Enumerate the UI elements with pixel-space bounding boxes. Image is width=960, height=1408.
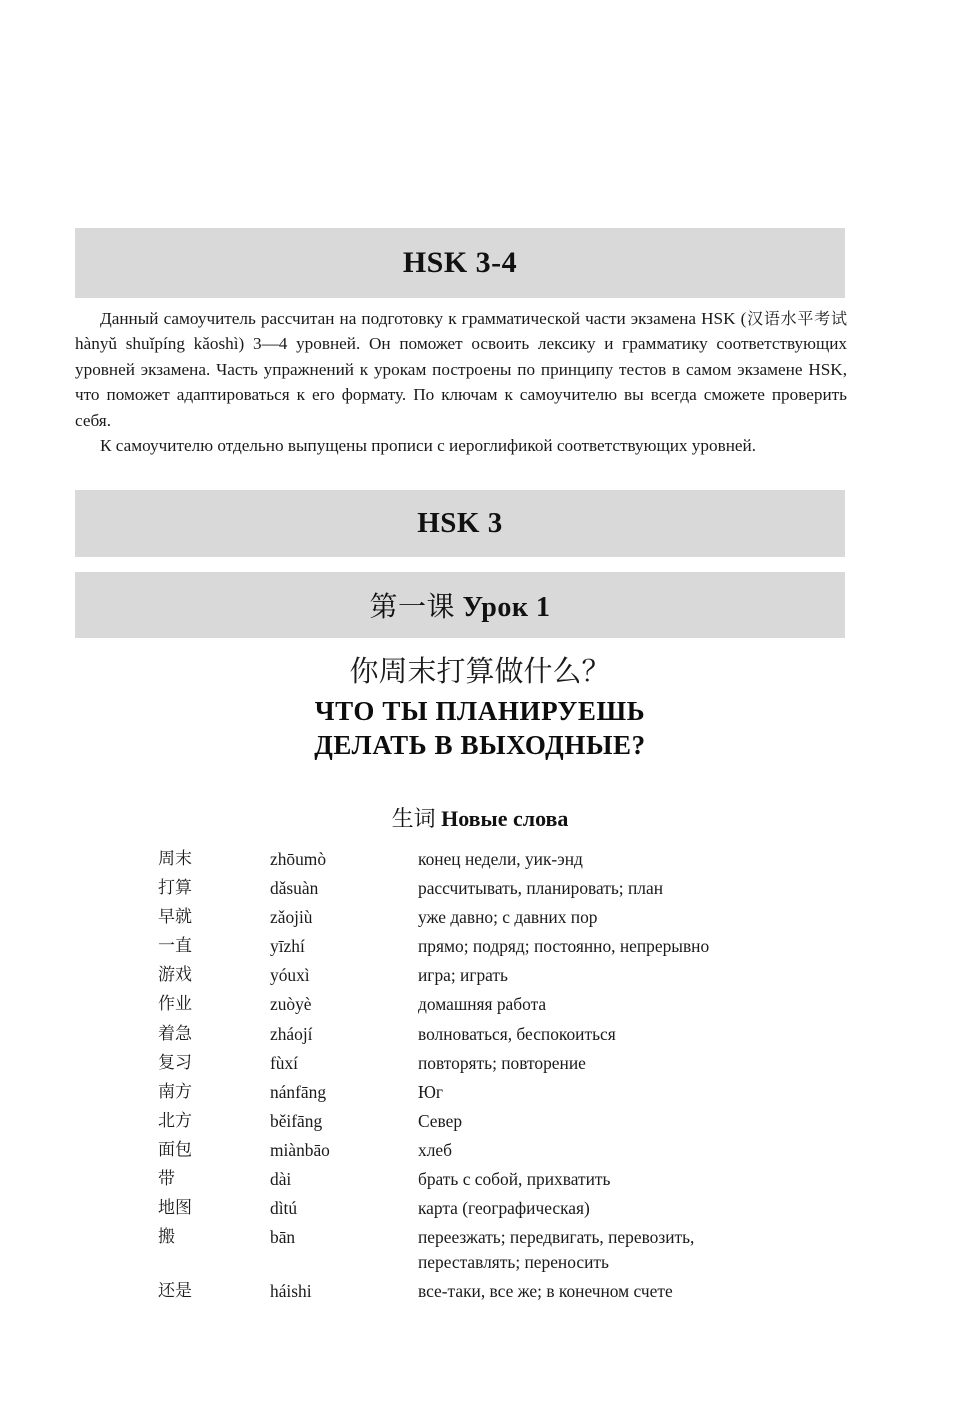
vocabulary-row (158, 1279, 878, 1304)
new-words-heading-russian: Новые слова (441, 806, 569, 831)
vocabulary-translation (418, 1279, 878, 1304)
vocabulary-translation (418, 876, 878, 901)
vocabulary-translation (418, 1080, 878, 1105)
vocabulary-translation-line: повторять; повторение (418, 1052, 586, 1073)
lesson-title-russian-line-1: ЧТО ТЫ ПЛАНИРУЕШЬ (314, 696, 646, 726)
vocabulary-translation-line: карта (географическая) (418, 1198, 590, 1219)
lesson-title-russian-line-2: ДЕЛАТЬ В ВЫХОДНЫЕ? (314, 730, 646, 760)
vocabulary-hanzi: 北方 (158, 1110, 192, 1131)
vocabulary-hanzi: 复习 (158, 1052, 192, 1073)
vocabulary-pinyin: zhōumò (270, 849, 327, 869)
vocabulary-translation-line: брать с собой, прихватить (418, 1169, 611, 1190)
vocabulary-translation (418, 1196, 878, 1221)
vocabulary-translation-line: прямо; подряд; постоянно, непрерывно (418, 936, 710, 957)
vocabulary-translation-line: все-таки, все же; в конечном счете (418, 1280, 673, 1301)
banner-hsk-3 (75, 490, 845, 557)
vocabulary-row (158, 1080, 878, 1105)
vocabulary-translation-line: Юг (418, 1081, 444, 1102)
intro-text-block (75, 306, 847, 458)
banner-hsk-3-4-label: HSK 3-4 (402, 246, 518, 279)
vocabulary-translation-line: волноваться, беспокоиться (418, 1023, 616, 1044)
vocabulary-row (158, 1022, 878, 1047)
vocabulary-hanzi: 搬 (158, 1227, 175, 1248)
vocabulary-pinyin: dìtú (270, 1198, 298, 1219)
vocabulary-hanzi: 南方 (158, 1081, 192, 1102)
vocabulary-pinyin: dǎsuàn (270, 878, 319, 899)
vocabulary-row (158, 876, 878, 901)
vocabulary-hanzi: 一直 (158, 936, 192, 957)
vocabulary-translation (418, 1051, 878, 1076)
lesson-title-russian (0, 694, 960, 762)
vocabulary-pinyin: fùxí (270, 1052, 299, 1073)
vocabulary-pinyin: zuòyè (270, 994, 312, 1015)
vocabulary-pinyin: háishi (270, 1280, 312, 1301)
banner-lesson-1-hanzi: 第一课 (369, 590, 456, 623)
vocabulary-pinyin: nánfāng (270, 1081, 327, 1102)
vocabulary-translation-line: рассчитывать, планировать; план (418, 878, 663, 899)
vocabulary-hanzi: 作业 (158, 994, 192, 1015)
vocabulary-translation-line: переезжать; передвигать, перевозить, (418, 1227, 695, 1248)
vocabulary-pinyin: bān (270, 1227, 296, 1248)
intro-paragraph-2: К самоучителю отдельно выпущены прописи с иероглификой соответствующих уровней. (100, 436, 757, 456)
vocabulary-row (158, 1167, 878, 1192)
vocabulary-row (158, 905, 878, 930)
vocabulary-hanzi: 早就 (158, 907, 192, 928)
intro-paragraph-1-part-2: hànyǔ shuǐpíng kǎoshì) 3—4 уровней. Он поможет освоить лексику и грамматику соответствующих уровней экзамена. Часть упражнений к урокам построены по принципу тестов в самом экзамене HSK, что поможет адаптироваться к его формату. По ключам к самоучителю вы всегда сможете проверить себя. (75, 334, 847, 430)
vocabulary-row (158, 1196, 878, 1221)
vocabulary-pinyin: miànbāo (270, 1139, 330, 1160)
vocabulary-pinyin: zháojí (270, 1023, 313, 1044)
vocabulary-translation-line: Север (418, 1110, 463, 1131)
vocabulary-list (158, 847, 878, 1308)
vocabulary-hanzi: 地图 (158, 1198, 192, 1219)
vocabulary-translation-line: уже давно; с давних пор (418, 907, 598, 928)
banner-lesson-1-russian: Урок 1 (462, 592, 551, 623)
vocabulary-translation (418, 992, 878, 1017)
vocabulary-row (158, 1051, 878, 1076)
banner-hsk-3-label: HSK 3 (417, 507, 503, 539)
vocabulary-translation (418, 905, 878, 930)
lesson-title-block (0, 652, 960, 762)
banner-hsk-3-4 (75, 228, 845, 298)
vocabulary-translation-line: хлеб (418, 1139, 452, 1160)
vocabulary-hanzi: 还是 (158, 1280, 192, 1301)
intro-paragraph-1-part-1: Данный самоучитель рассчитан на подготовку к грамматической части экзамена HSK ( (100, 309, 747, 328)
vocabulary-translation (418, 963, 878, 988)
vocabulary-row (158, 847, 878, 872)
vocabulary-translation-line: домашняя работа (418, 994, 547, 1015)
vocabulary-row (158, 963, 878, 988)
vocabulary-pinyin: dài (270, 1169, 292, 1190)
vocabulary-pinyin: yóuxì (270, 965, 310, 986)
new-words-heading-hanzi: 生词 (391, 807, 436, 832)
vocabulary-translation (418, 1225, 878, 1274)
new-words-heading (0, 802, 960, 833)
vocabulary-translation (418, 934, 878, 959)
vocabulary-hanzi: 着急 (158, 1023, 192, 1044)
vocabulary-hanzi: 游戏 (158, 965, 192, 986)
vocabulary-translation (418, 1167, 878, 1192)
vocabulary-translation (418, 1138, 878, 1163)
vocabulary-hanzi: 面包 (158, 1139, 192, 1160)
banner-lesson-1 (75, 572, 845, 638)
lesson-title-hanzi: 你周末打算做什么？ (349, 654, 611, 688)
vocabulary-translation-line: конец недели, уик-энд (418, 849, 583, 869)
vocabulary-translation (418, 1022, 878, 1047)
vocabulary-hanzi: 周末 (158, 849, 192, 869)
vocabulary-row (158, 992, 878, 1017)
vocabulary-pinyin: zǎojiù (270, 907, 313, 928)
vocabulary-hanzi: 带 (158, 1169, 175, 1190)
intro-paragraph-1-hanzi: 汉语水平考试 (746, 309, 847, 328)
vocabulary-pinyin: yīzhí (270, 936, 305, 957)
vocabulary-row (158, 934, 878, 959)
vocabulary-row (158, 1109, 878, 1134)
vocabulary-translation (418, 1109, 878, 1134)
vocabulary-translation-line: игра; играть (418, 965, 508, 986)
vocabulary-pinyin: běifāng (270, 1110, 323, 1131)
vocabulary-translation-line: переставлять; переносить (418, 1251, 609, 1272)
vocabulary-hanzi: 打算 (158, 878, 192, 899)
banner-lesson-1-label (370, 585, 551, 625)
vocabulary-translation (418, 847, 878, 872)
intro-paragraph-1 (75, 306, 847, 433)
vocabulary-row (158, 1138, 878, 1163)
vocabulary-row (158, 1225, 878, 1274)
